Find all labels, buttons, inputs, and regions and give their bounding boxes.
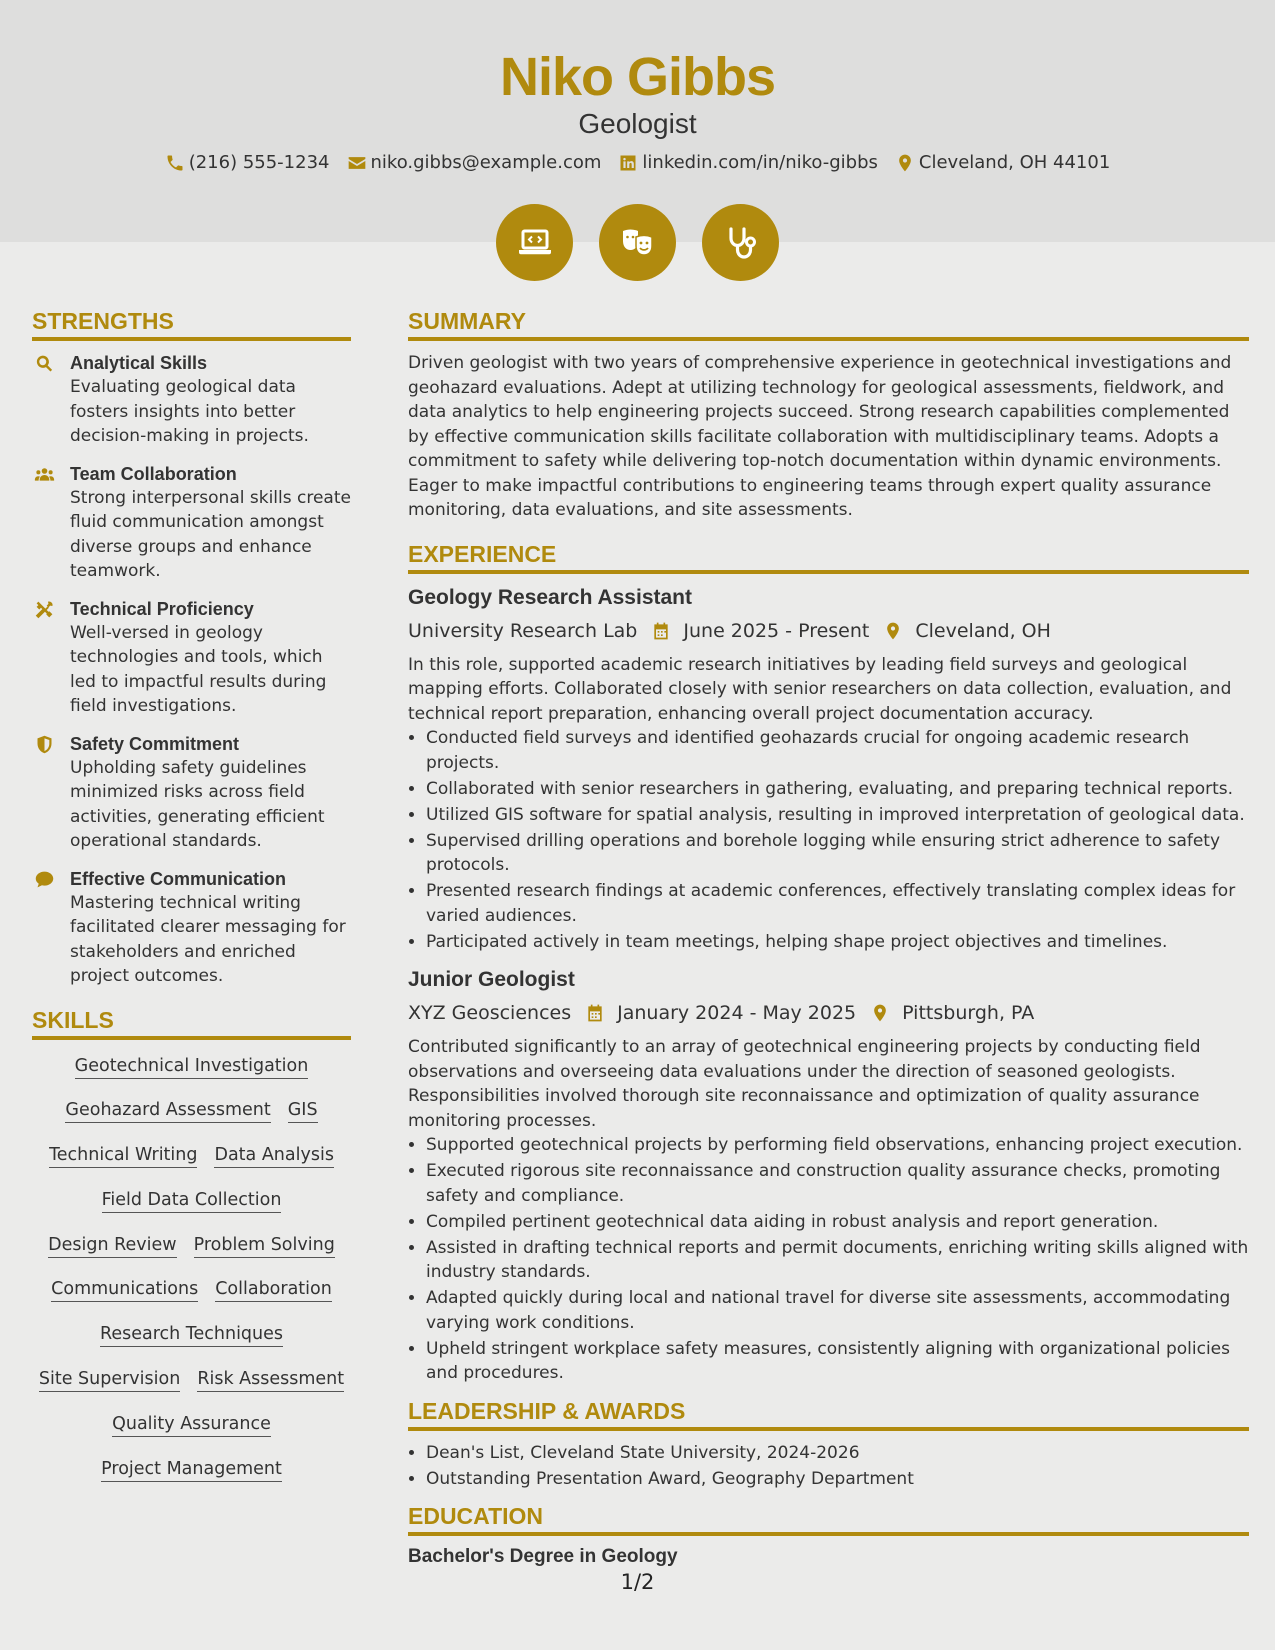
job-dates: June 2025 - Present (683, 619, 870, 642)
skill-tag: Site Supervision (39, 1369, 180, 1392)
skill-row (48, 1229, 335, 1274)
contact-bar (0, 152, 1275, 173)
job-bullet: • Collaborated with senior researchers in gathering, evaluating, and preparing technical reports. (426, 777, 1249, 802)
left-column (32, 308, 351, 1497)
job-bullet: • Utilized GIS software for spatial analysis, resulting in improved interpretation of geological data. (426, 803, 1249, 828)
tools-icon (34, 599, 55, 620)
strength-desc: Well-versed in geology technologies and tools, which led to impactful results during field investigations. (70, 622, 327, 716)
education-degree: Bachelor's Degree in Geology (408, 1546, 678, 1567)
comment-icon (34, 869, 55, 890)
right-column (408, 308, 1249, 1568)
job-bullet: • Executed rigorous site reconnaissance and construction quality assurance checks, promoting safety and compliance. (426, 1159, 1249, 1208)
leadership-heading: LEADERSHIP & AWARDS (408, 1398, 1249, 1431)
skill-row (102, 1184, 282, 1229)
skill-tag: Data Analysis (214, 1145, 333, 1168)
job-company: University Research Lab (408, 619, 638, 642)
map-pin-icon (883, 621, 903, 641)
job-location: Cleveland, OH (915, 619, 1051, 642)
skill-row (51, 1273, 332, 1318)
award-item: • Dean's List, Cleveland State University, 2024-2026 (426, 1441, 1249, 1466)
award-item: • Outstanding Presentation Award, Geography Department (426, 1467, 1249, 1492)
stethoscope-icon (721, 223, 761, 263)
skill-tag: Field Data Collection (102, 1190, 282, 1213)
awards-list (426, 1441, 1249, 1492)
email-text: niko.gibbs@example.com (370, 152, 602, 173)
strength-desc: Upholding safety guidelines minimized risks across field activities, generating efficient operational standards. (70, 757, 325, 851)
summary-text: Driven geologist with two years of comprehensive experience in geotechnical investigations and geohazard evaluations. Adept at utilizing technology for geological assessments, fieldwork, and data analytics to help engineering projects succeed. Strong research capabilities complemented by effective communication skills facilitate collaboration with multidisciplinary teams. Adopts a commitment to safety while delivering top-notch documentation within dynamic environments. Eager to make impactful contributions to engineering teams through expert quality assurance monitoring, data evaluations, and site assessments. (408, 353, 1232, 520)
skill-tag: Quality Assurance (112, 1414, 271, 1437)
skill-row (39, 1363, 344, 1408)
strength-name: Safety Commitment (70, 733, 240, 754)
strengths-heading: STRENGTHS (32, 308, 351, 341)
calendar-icon (585, 1003, 605, 1023)
calendar-icon (651, 621, 671, 641)
job-bullet: • Conducted field surveys and identified geohazards crucial for ongoing academic research projects. (426, 726, 1249, 775)
strengths-list (32, 351, 351, 989)
strength-desc: Mastering technical writing facilitated clearer messaging for stakeholders and enriched project outcomes. (70, 892, 346, 986)
strength-item (32, 462, 351, 584)
skill-tag: Communications (51, 1279, 198, 1302)
job-bullets (426, 1133, 1249, 1386)
search-icon (34, 353, 55, 374)
skill-tag: Risk Assessment (197, 1369, 344, 1392)
job-description: Contributed significantly to an array of geotechnical engineering projects by conducting field observations and overseeing data evaluations under the direction of seasoned geologists. Responsibilities involved thorough site reconnaissance and optimization of quality assurance monitoring processes. (408, 1037, 1201, 1131)
skill-tag: Research Techniques (100, 1324, 283, 1347)
summary-heading: SUMMARY (408, 308, 1249, 341)
phone-text: (216) 555-1234 (188, 152, 330, 173)
job-meta (408, 616, 1249, 646)
users-icon (34, 464, 55, 485)
strength-name: Team Collaboration (70, 463, 237, 484)
job-bullet: • Supervised drilling operations and borehole logging while ensuring strict adherence to safety protocols. (426, 829, 1249, 878)
strength-name: Technical Proficiency (70, 598, 254, 619)
circle-laptop (496, 204, 573, 281)
circle-masks (599, 204, 676, 281)
skills-heading: SKILLS (32, 1007, 351, 1040)
location-text: Cleveland, OH 44101 (918, 152, 1111, 173)
contact-phone[interactable] (165, 152, 330, 173)
job-entry (408, 584, 1249, 955)
job-entry (408, 966, 1249, 1386)
strength-item (32, 732, 351, 854)
job-title-header: Geologist (578, 108, 697, 139)
linkedin-icon (618, 153, 638, 173)
contact-email[interactable] (347, 152, 602, 173)
job-dates: January 2024 - May 2025 (617, 1002, 857, 1024)
circle-stethoscope (702, 204, 779, 281)
strength-item (32, 597, 351, 719)
job-meta (408, 998, 1249, 1028)
phone-icon (165, 153, 185, 173)
job-location: Pittsburgh, PA (902, 1002, 1035, 1024)
skill-tag: Design Review (48, 1235, 176, 1258)
skill-tag: Problem Solving (194, 1235, 335, 1258)
job-bullet: • Participated actively in team meetings, helping shape project objectives and timelines. (426, 930, 1249, 955)
contact-linkedin[interactable] (618, 152, 878, 173)
contact-location (895, 152, 1110, 173)
job-description: In this role, supported academic research initiatives by leading field surveys and geological mapping efforts. Collaborated closely with senior researchers on data collection, evaluation, and technical report preparation, enhancing overall project documentation accuracy. (408, 654, 1232, 724)
laptop-code-icon (515, 223, 555, 263)
map-pin-icon (895, 153, 915, 173)
page-number: 1/2 (620, 1570, 655, 1594)
interest-icons (0, 204, 1275, 281)
experience-heading: EXPERIENCE (408, 541, 1249, 574)
linkedin-text: linkedin.com/in/niko-gibbs (642, 152, 878, 173)
skill-row (65, 1094, 317, 1139)
candidate-name: Niko Gibbs (499, 47, 776, 107)
job-bullet: • Compiled pertinent geotechnical data aiding in robust analysis and report generation. (426, 1210, 1249, 1235)
strength-desc: Strong interpersonal skills create fluid communication amongst diverse groups and enhance teamwork. (70, 487, 351, 581)
skill-row (101, 1453, 282, 1498)
job-bullet: • Supported geotechnical projects by performing field observations, enhancing project execution. (426, 1133, 1249, 1158)
job-company: XYZ Geosciences (408, 1002, 572, 1024)
envelope-icon (347, 153, 367, 173)
skill-row (112, 1408, 271, 1453)
job-title: Geology Research Assistant (408, 585, 692, 609)
experience-list (408, 584, 1249, 1386)
skill-tag: Geohazard Assessment (65, 1100, 270, 1123)
job-bullet: • Upheld stringent workplace safety measures, consistently aligning with organizational policies and procedures. (426, 1337, 1249, 1386)
job-bullet: • Assisted in drafting technical reports and permit documents, enriching writing skills aligned with industry standards. (426, 1236, 1249, 1285)
map-pin-icon (870, 1003, 890, 1023)
strength-desc: Evaluating geological data fosters insights into better decision-making in projects. (70, 377, 309, 446)
strength-name: Effective Communication (70, 868, 287, 889)
skill-tag: Project Management (101, 1459, 282, 1482)
strength-item (32, 351, 351, 449)
theater-masks-icon (618, 223, 658, 263)
shield-icon (34, 734, 55, 755)
strength-item (32, 867, 351, 989)
skill-tag: Geotechnical Investigation (75, 1056, 309, 1079)
skill-tag: GIS (288, 1100, 318, 1123)
education-heading: EDUCATION (408, 1503, 1249, 1536)
job-bullet: • Presented research findings at academic conferences, effectively translating complex ideas for varied audiences. (426, 879, 1249, 928)
skill-row (100, 1318, 283, 1363)
skills-list (32, 1050, 351, 1498)
strength-name: Analytical Skills (70, 353, 208, 373)
skill-row (75, 1050, 309, 1095)
skill-row (49, 1139, 334, 1184)
job-bullet: • Adapted quickly during local and national travel for diverse site assessments, accommodating varying work conditions. (426, 1286, 1249, 1335)
job-title: Junior Geologist (408, 968, 575, 991)
skill-tag: Collaboration (215, 1279, 332, 1302)
skill-tag: Technical Writing (49, 1145, 197, 1168)
job-bullets (426, 726, 1249, 954)
